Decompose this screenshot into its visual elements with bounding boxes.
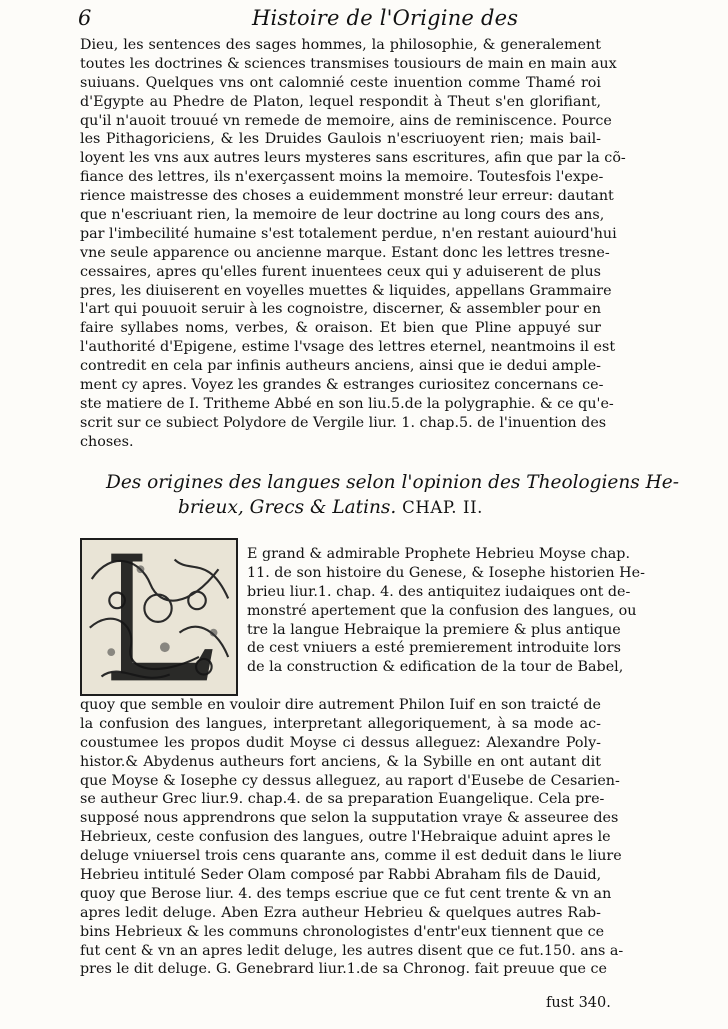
text-line: Hebrieu intitulé Seder Olam composé par Rabbi Abraham fils de Dauid, [80, 867, 602, 884]
text-line: choses. [80, 433, 134, 450]
text-line: d'Egypte au Phedre de Platon, lequel respondit à Theut s'en glorifiant, [80, 93, 601, 110]
text-line: histor.& Abydenus autheurs fort anciens, & la Sybille en ont autant dit [80, 753, 601, 770]
text-line: l'art qui pouuoit seruir à les cognoistre, discerner, & assembler pour en [80, 301, 602, 318]
heading-line-2 [106, 496, 586, 521]
text-line: cessaires, apres qu'elles furent inuentees ceux qui y aduiserent de plus [80, 263, 601, 280]
text-line: les Pithagoriciens, & les Druides Gaulois n'escriuoyent rien; mais bail- [80, 131, 601, 148]
paragraph-2-continued [80, 696, 624, 979]
text-line: ment cy apres. Voyez les grandes & estranges curiositez concernans ce- [80, 377, 604, 394]
text-line: suiuans. Quelques vns ont calomnié ceste inuention comme Thamé roi [80, 74, 601, 91]
text-line: par l'imbecilité humaine s'est totalement perdue, n'en restant auiourd'hui [80, 225, 617, 242]
text-line: bins Hebrieux & les communs chronologistes d'entr'eux tiennent que ce [80, 923, 605, 940]
page-number: 6 [78, 6, 92, 30]
text-line: fut cent & vn an apres ledit deluge, les autres disent que ce fut.150. ans a- [80, 942, 624, 959]
text-line: loyent les vns aux autres leurs mysteres sans escritures, afin que par la cõ- [80, 150, 626, 167]
text-line: l'authorité d'Epigene, estime l'vsage des lettres eternel, neantmoins il est [80, 339, 616, 356]
heading-line-1: Des origines des langues selon l'opinion des Theologiens He- [106, 472, 680, 493]
chapter-label: CHAP. II. [402, 497, 484, 517]
text-line: ste matiere de I. Tritheme Abbé en son liu.5.de la polygraphie. & ce qu'e- [80, 395, 614, 412]
text-line: 11. de son histoire du Genese, & Iosephe historien He- [247, 564, 645, 581]
text-line: pres le dit deluge. G. Genebrard liur.1.de sa Chronog. fait preuue que ce [80, 961, 607, 978]
text-line: apres ledit deluge. Aben Ezra autheur Hebrieu & quelques autres Rab- [80, 904, 601, 921]
chapter-heading [106, 471, 680, 520]
text-line: qu'il n'auoit trouué vn remede de memoire, ains de reminiscence. Pource [80, 112, 612, 129]
text-line: contredit en cela par infinis autheurs anciens, ainsi que ie dedui ample- [80, 358, 601, 375]
text-line: rience maistresse des choses a euidemment monstré leur erreur: dautant [80, 188, 614, 205]
text-line: fiance des lettres, ils n'exerçassent moins la memoire. Toutesfois l'expe- [80, 169, 604, 186]
text-line: que n'escriuant rien, la memoire de leur doctrine au long cours des ans, [80, 207, 605, 224]
text-line: pres, les diuiserent en voyelles muettes & liquides, appellans Grammaire [80, 282, 612, 299]
text-line: E grand & admirable Prophete Hebrieu Moyse chap. [247, 546, 630, 562]
text-line: vne seule apparence ou ancienne marque. Estant donc les lettres tresne- [80, 244, 610, 261]
text-line: quoy que Berose liur. 4. des temps escriue que ce fut cent trente & vn an [80, 885, 612, 902]
text-line: supposé nous apprendrons que selon la supputation vraye & asseuree des [80, 810, 619, 827]
text-line: Hebrieux, ceste confusion des langues, outre l'Hebraique aduint apres le [80, 829, 611, 846]
text-line: faire syllabes noms, verbes, & oraison. Et bien que Pline appuyé sur [80, 320, 601, 337]
running-title: Histoire de l'Origine des [252, 6, 519, 30]
decorated-initial-l-icon [82, 540, 236, 694]
text-line: la confusion des langues, interpretant allegoriquement, à sa mode ac- [80, 715, 601, 732]
text-line: se autheur Grec liur.9. chap.4. de sa preparation Euangelique. Cela pre- [80, 791, 605, 808]
text-line: brieu liur.1. chap. 4. des antiquitez iudaiques ont de- [247, 583, 631, 600]
text-line: de la construction & edification de la tour de Babel, [247, 659, 624, 676]
text-line: tre la langue Hebraique la premiere & plus antique [247, 621, 621, 638]
text-line: Dieu, les sentences des sages hommes, la philosophie, & generalement [80, 37, 601, 53]
text-line: monstré apertement que la confusion des langues, ou [247, 602, 637, 619]
paragraph-1 [80, 36, 626, 452]
page-header [76, 6, 636, 34]
text-line: scrit sur ce subiect Polydore de Vergile liur. 1. chap.5. de l'inuention des [80, 414, 607, 431]
text-line: toutes les doctrines & sciences transmises tousiours de main en main aux [80, 55, 617, 72]
catchword: fust 340. [546, 995, 611, 1011]
text-line: de cest vniuers a esté premierement introduite lors [247, 640, 621, 657]
drop-cap-initial [80, 538, 238, 696]
text-line: que Moyse & Iosephe cy dessus alleguez, au raport d'Eusebe de Cesarien- [80, 772, 620, 789]
paragraph-2-indented [247, 545, 645, 677]
text-line: deluge vniuersel trois cens quarante ans, comme il est deduit dans le liure [80, 848, 622, 865]
text-line: quoy que semble en vouloir dire autrement Philon Iuif en son traicté de [80, 697, 601, 713]
heading-line-2-text: brieux, Grecs & Latins. [178, 496, 397, 518]
text-line: coustumee les propos dudit Moyse ci dessus alleguez: Alexandre Poly- [80, 734, 601, 751]
